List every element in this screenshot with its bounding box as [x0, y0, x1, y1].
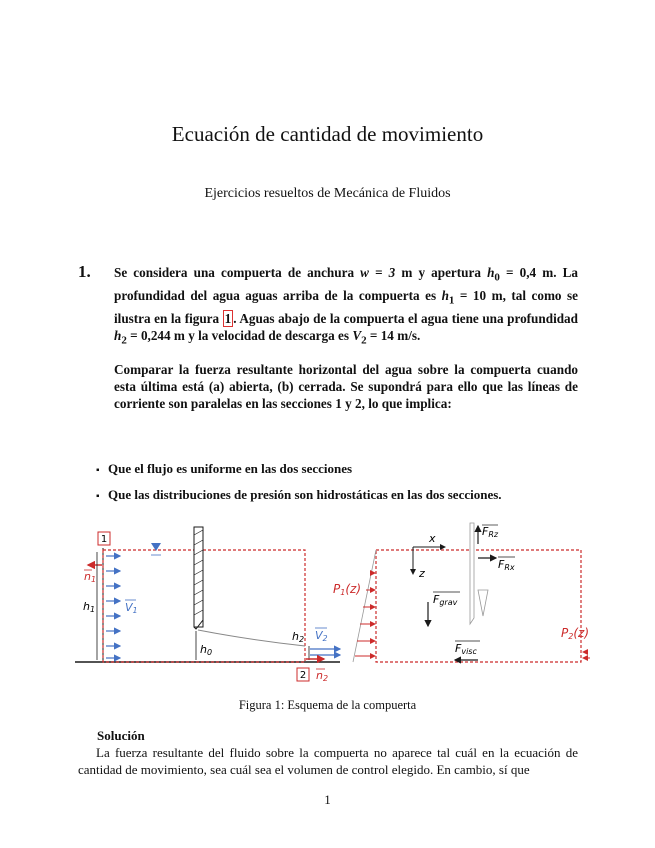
right-force-diagram [333, 523, 590, 662]
document-title: Ecuación de cantidad de movimiento [171, 122, 484, 146]
left-control-volume-diagram [75, 527, 340, 683]
label-frx: FRx [498, 558, 515, 572]
velocity-profile-v2 [310, 649, 340, 655]
bullet-item-2: ▪ Que las distribuciones de presión son hidrostáticas en las dos secciones. [96, 487, 502, 503]
label-frz: FRz [482, 525, 499, 539]
problem-paragraph-1: Se considera una compuerta de anchura w = 3 m y apertura $h_0 = 0,4$ m. La profundidad del agua aguas arriba de la compuerta es $h_1 = 10$ m, tal como se ilustra en la figura 1 . Aguas abajo de la compuerta el agua tiene una profundidad $h_2 = 0,244$ m y la velocidad de descarga es $V_2 = 14$ m/s. [114, 265, 579, 347]
section-1-label: 1 [100, 534, 108, 545]
gate-body [194, 527, 203, 627]
label-h0: h0 [200, 643, 213, 657]
label-p1: P1(z) [333, 582, 362, 597]
label-v2: V2 [315, 629, 328, 643]
label-n1: n1 [84, 570, 97, 584]
pressure-arrows-p2 [583, 652, 590, 658]
jet-surface-curve [198, 630, 305, 646]
label-v1: V1 [125, 601, 138, 615]
gate-lip-right [478, 590, 488, 616]
figure-caption: Figura 1: Esquema de la compuerta [238, 698, 417, 712]
label-x: x [429, 532, 436, 545]
label-h2: h2 [292, 630, 305, 644]
label-fgrav: Fgrav [433, 593, 458, 607]
label-fvisc: Fvisc [455, 642, 477, 656]
label-n2: n2 [316, 669, 329, 683]
bullet-item-1: ▪ Que el flujo es uniforme en las dos secciones [96, 461, 352, 477]
velocity-profile-v1 [106, 556, 120, 658]
problem-number: 1. [78, 262, 91, 281]
section-2-label: 2 [299, 670, 307, 681]
label-z: z [419, 567, 425, 580]
label-h1: h1 [83, 600, 96, 614]
page-number: 1 [324, 792, 331, 807]
solution-heading: Solución [97, 728, 145, 743]
pressure-distribution-p1 [353, 550, 376, 662]
figure-gate-diagram [0, 520, 655, 695]
problem-paragraph-2: Comparar la fuerza resultante horizontal del agua sobre la compuerta cuando esta última está (a) abierta, (b) cerrada. Se supondrá para ello que las líneas de corriente son paralelas en las secciones 1 y 2, lo que implica: [114, 362, 578, 412]
solution-text: La fuerza resultante del fluido sobre la compuerta no aparece tal cuál en la ecuación de cantidad de movimiento, sea cuál sea el volumen de control elegido. En cambio, sí que [78, 745, 578, 777]
gate-body-right [470, 523, 474, 624]
label-p2: P2(z) [561, 626, 590, 641]
control-volume-right [376, 550, 581, 662]
figure-reference-link[interactable]: 1 [224, 310, 232, 326]
document-subtitle: Ejercicios resueltos de Mecánica de Fluidos [204, 186, 451, 201]
